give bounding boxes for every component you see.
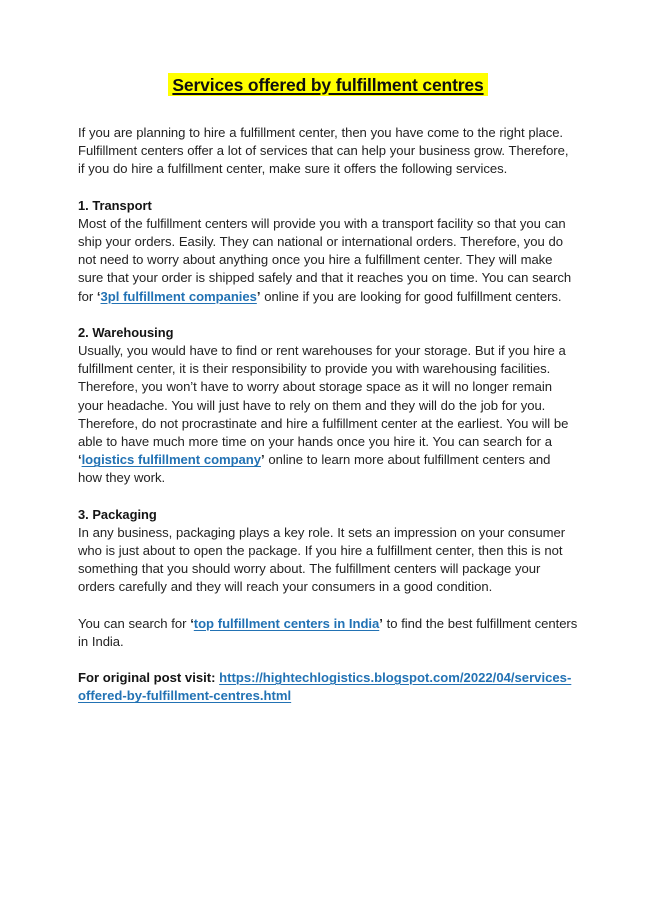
- section-body-warehousing-before: Usually, you would have to find or rent warehouses for your storage. But if you hire a fulfillment center, it is their responsibility to provide you with warehousing facilities. Therefore, you won’t have to worry about storage space as it will no longer remain your headache. You will just have to rely on them and they will do the job for you. Therefore, do not procrastinate and hire a fulfillment center at the earliest. You will be able to have much more time on your hands once you hire it. You can search for a: [78, 343, 569, 450]
- section-body-transport-before: Most of the fulfillment centers will provide you with a transport facility so that you can ship your orders. Easily. They can national or international orders. Therefore, you do not need to worry about anything once you hire a fulfillment center. They will make sure that your order is shipped safely and that it reaches you on time. You can search for: [78, 215, 572, 304]
- closing-paragraph: [78, 615, 578, 651]
- section-body-warehousing: [78, 342, 578, 488]
- intro-paragraph: If you are planning to hire a fulfillment center, then you have come to the right place. Fulfillment centers offer a lot of services that can help your business grow. Therefore, if you do hire a fulfillment center, make sure it offers the following services.: [78, 125, 569, 177]
- close-quote: ’: [379, 615, 383, 631]
- open-quote: ‘: [190, 615, 194, 631]
- section-body-warehousing-after: online to learn more about fulfillment centers and how they work.: [78, 452, 551, 486]
- section-body-packaging: In any business, packaging plays a key role. It sets an impression on your consumer who is just about to open the package. If you hire a fulfillment center, then this is not something that you should worry about. The fulfillment centers will package your orders carefully and they will reach your consumers in a good condition.: [78, 524, 566, 595]
- closing-after: to find the best fulfillment centers in India.: [78, 615, 578, 649]
- open-quote: ‘: [78, 452, 82, 468]
- close-quote: ’: [256, 288, 261, 304]
- page-title: [78, 72, 578, 98]
- open-quote: ‘: [96, 288, 101, 304]
- page-title-highlighted-text: Services offered by fulfillment centres: [168, 73, 487, 96]
- closing-before: You can search for: [78, 615, 191, 631]
- link-3pl-fulfillment-companies[interactable]: 3pl fulfillment companies: [100, 288, 257, 304]
- original-post-note: [78, 669, 578, 705]
- close-quote: ’: [260, 452, 265, 468]
- section-body-transport: [78, 215, 578, 306]
- link-logistics-fulfillment-company[interactable]: logistics fulfillment company: [81, 452, 261, 468]
- section-body-transport-after: online if you are looking for good fulfillment centers.: [260, 288, 562, 304]
- document-content: [78, 72, 578, 705]
- section-heading-transport: 1. Transport: [78, 197, 152, 213]
- section-heading-warehousing: 2. Warehousing: [78, 324, 174, 340]
- original-post-label: For original post visit:: [78, 670, 220, 686]
- link-top-fulfillment-centers-in-india[interactable]: top fulfillment centers in India: [193, 615, 380, 631]
- original-post-url-link[interactable]: https://hightechlogistics.blogspot.com/2022/04/services-offered-by-fulfillment-centres.html: [78, 670, 572, 704]
- section-heading-packaging: 3. Packaging: [78, 506, 157, 522]
